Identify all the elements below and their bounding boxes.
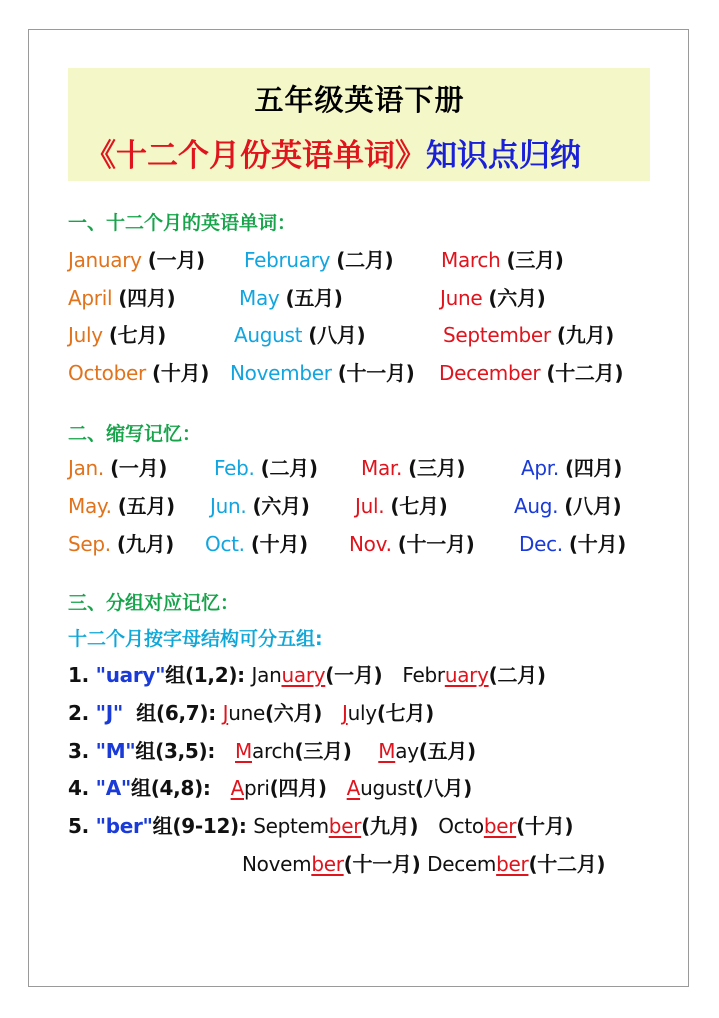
section3-heading: 三、分组对应记忆：	[68, 592, 240, 614]
abbr-aug: Aug. (八月)	[514, 494, 622, 518]
group-word: August	[346, 776, 415, 800]
page-subtitle	[85, 130, 581, 175]
month-january: January (一月)	[68, 248, 205, 272]
month-april: April (四月)	[68, 286, 176, 310]
group-j: 2. "J" 组(6,7): June(六月) July(七月)	[68, 701, 434, 725]
group-word: September	[253, 814, 362, 838]
month-march: March (三月)	[441, 248, 564, 272]
group-word: December	[427, 852, 529, 876]
group-word: May	[378, 739, 419, 763]
abbr-nov: Nov. (十一月)	[349, 532, 475, 556]
month-november: November (十一月)	[230, 361, 415, 385]
subtitle-red-part: 《十二个月份英语单词》	[85, 138, 426, 174]
group-word: June	[222, 701, 265, 725]
abbr-mar: Mar. (三月)	[361, 456, 466, 480]
month-may: May (五月)	[239, 286, 343, 310]
section2-heading: 二、缩写记忆：	[68, 423, 202, 445]
group-word: January	[251, 663, 326, 687]
abbr-dec: Dec. (十月)	[519, 532, 627, 556]
month-october: October (十月)	[68, 361, 210, 385]
abbr-jun: Jun. (六月)	[210, 494, 310, 518]
section3-subheading: 十二个月按字母结构可分五组:	[68, 628, 323, 650]
month-february: February (二月)	[244, 248, 394, 272]
month-august: August (八月)	[234, 323, 366, 347]
month-december: December (十二月)	[439, 361, 624, 385]
abbr-sep: Sep. (九月)	[68, 532, 175, 556]
month-september: September (九月)	[443, 323, 615, 347]
abbr-jul: Jul. (七月)	[355, 494, 448, 518]
group-ber: 5. "ber"组(9-12): September(九月) October(十月)	[68, 814, 574, 838]
section1-heading: 一、十二个月的英语单词：	[68, 212, 297, 234]
group-m: 3. "M"组(3,5): March(三月) May(五月)	[68, 739, 476, 763]
group-word: November	[242, 852, 344, 876]
group-uary: 1. "uary"组(1,2): January(一月) February(二月)	[68, 663, 546, 687]
abbr-feb: Feb. (二月)	[214, 456, 318, 480]
group-word: February	[402, 663, 489, 687]
month-july: July (七月)	[68, 323, 166, 347]
page-title: 五年级英语下册	[254, 83, 465, 117]
group-a: 4. "A"组(4,8): Apri(四月) August(八月)	[68, 776, 472, 800]
abbr-oct: Oct. (十月)	[205, 532, 308, 556]
group-word: July	[342, 701, 377, 725]
abbr-may: May. (五月)	[68, 494, 175, 518]
abbr-apr: Apr. (四月)	[521, 456, 623, 480]
abbr-jan: Jan. (一月)	[68, 456, 168, 480]
group-word: Apri	[230, 776, 270, 800]
group-ber-continued: November(十一月) December(十二月)	[242, 852, 606, 876]
group-word: October	[438, 814, 517, 838]
month-june: June (六月)	[440, 286, 546, 310]
subtitle-blue-part: 知识点归纳	[426, 138, 581, 174]
group-word: March	[235, 739, 295, 763]
